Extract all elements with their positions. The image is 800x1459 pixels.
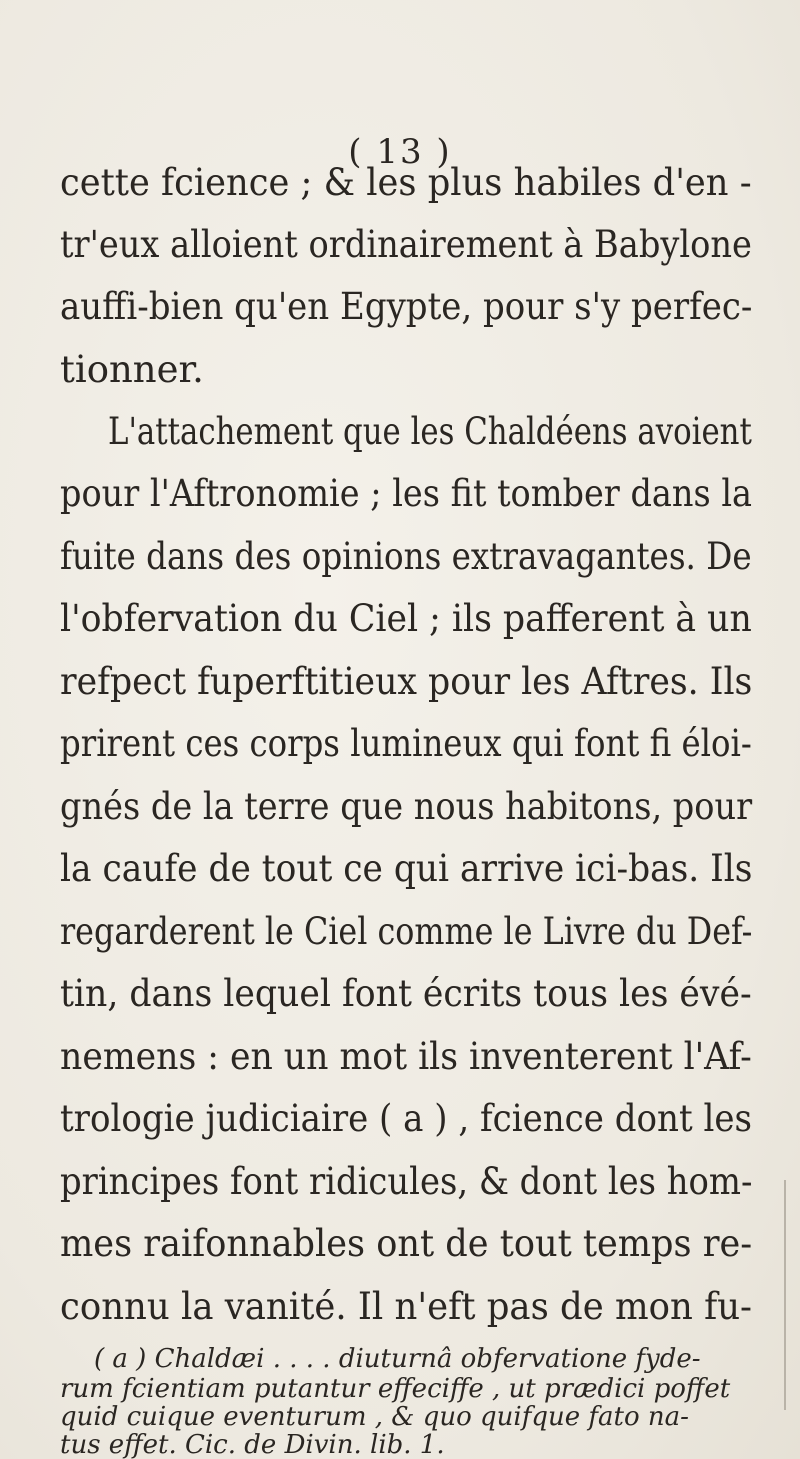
text-line: tin, dans lequel font écrits tous les évé- [60,972,752,1015]
text-line: trologie judiciaire ( a ) , fcience dont les [60,1097,752,1140]
text-line: tionner. [60,348,204,391]
text-line: gnés de la terre que nous habitons, pour [60,785,753,828]
text-line: prirent ces corps lumineux qui font fi éloi- [60,722,752,765]
page-number: ( 13 ) [348,132,452,172]
text-line: fuite dans des opinions extravagantes. De [60,535,752,578]
text-line: tr'eux alloient ordinairement à Babylone [60,223,752,266]
text-line: connu la vanité. Il n'eft pas de mon fu- [60,1285,753,1328]
footnote-line: tus effet. Cic. de Divin. lib. 1. [60,1430,445,1459]
paragraph-start-line: L'attachement que les Chaldéens avoient [108,410,752,453]
footnote-line: rum fcientiam putantur effeciffe , ut prædici poffet [60,1374,731,1404]
text-line: cette fcience ; & les plus habiles d'en - [60,161,752,204]
text-line: regarderent le Ciel comme le Livre du Def- [60,910,753,953]
text-line: la caufe de tout ce qui arrive ici-bas. Ils [60,847,753,890]
footnote-line: ( a ) Chaldæi . . . . diuturnâ obfervatione fyde- [94,1344,701,1374]
text-line: mes raifonnables ont de tout temps re- [60,1222,753,1265]
page-edge-shadow [784,1180,786,1410]
footnote-line: quid cuique eventurum , & quo quifque fato na- [60,1402,689,1432]
text-line: refpect fuperftitieux pour les Aftres. Ils [60,660,753,703]
text-line: l'obfervation du Ciel ; ils pafferent à un [60,597,752,640]
text-line: auffi-bien qu'en Egypte, pour s'y perfec- [60,285,753,328]
text-line: principes font ridicules, & dont les hom- [60,1160,753,1203]
text-line: pour l'Aftronomie ; les fit tomber dans la [60,472,753,515]
text-line: nemens : en un mot ils inventerent l'Af- [60,1035,752,1078]
